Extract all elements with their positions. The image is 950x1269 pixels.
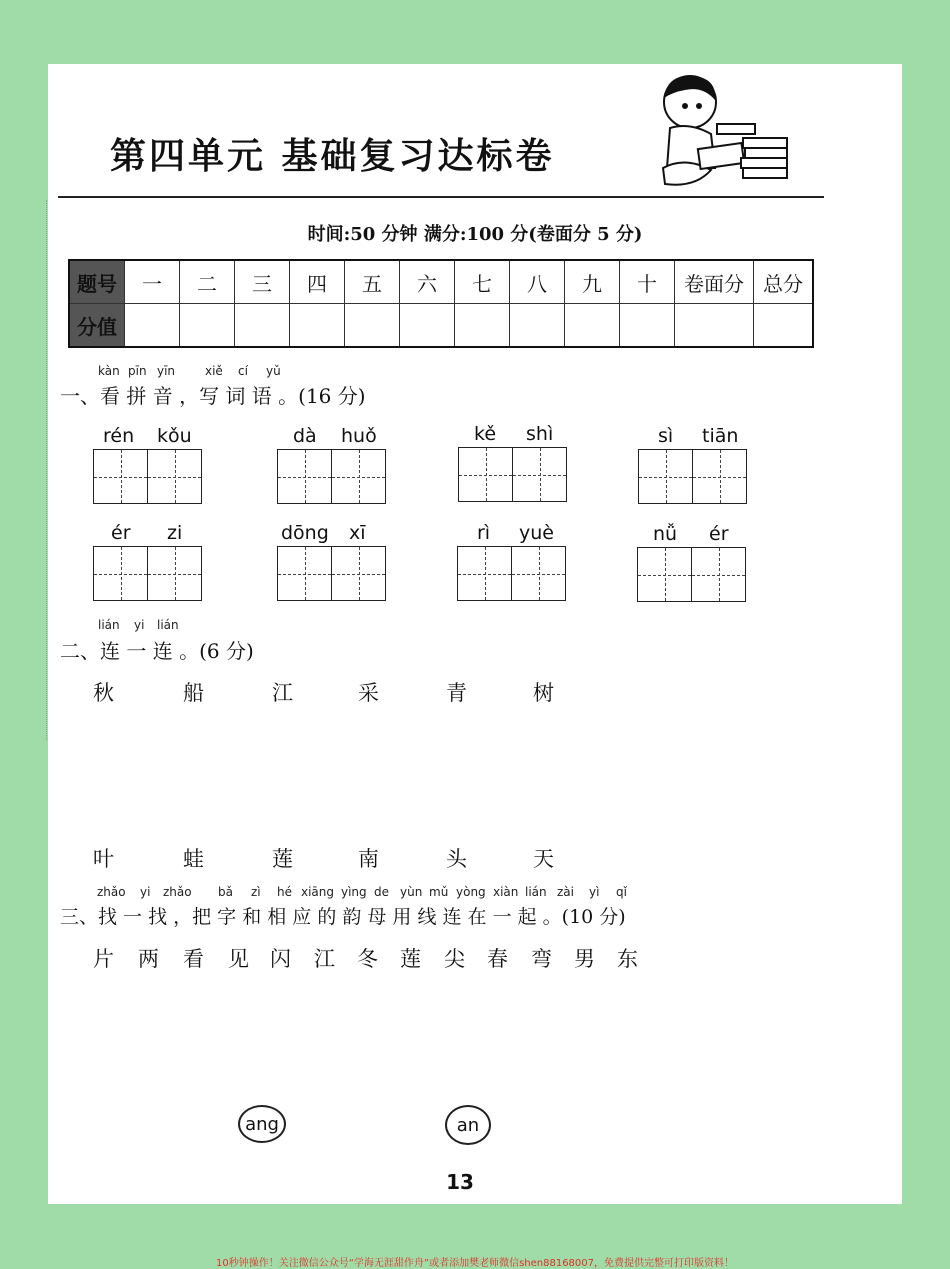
word-box-group — [93, 522, 202, 601]
pinyin: zì — [251, 885, 261, 899]
pinyin: kàn — [98, 364, 120, 378]
pinyin: dà — [293, 425, 317, 447]
score-cell[interactable] — [400, 304, 455, 348]
find-char[interactable]: 片 — [93, 947, 114, 971]
pinyin: tiān — [702, 425, 739, 447]
match-char[interactable]: 青 — [446, 681, 467, 705]
pinyin: mǔ — [429, 885, 449, 899]
score-cell[interactable] — [565, 304, 620, 348]
score-col: 四 — [290, 260, 345, 304]
word-box-group — [457, 522, 566, 601]
pinyin: yi — [140, 885, 151, 899]
pinyin: lián — [98, 618, 120, 632]
section2-title: 二、连 一 连 。(6 分) — [60, 639, 254, 663]
pinyin: qǐ — [616, 885, 627, 899]
score-cell[interactable] — [345, 304, 400, 348]
reading-child-illustration — [655, 72, 790, 194]
pinyin: ér — [111, 522, 131, 544]
pinyin: ér — [709, 523, 729, 545]
match-char[interactable]: 莲 — [272, 847, 293, 871]
score-table-row-label: 题号 — [69, 260, 125, 304]
final-an-bubble[interactable]: an — [445, 1105, 491, 1145]
find-char[interactable]: 闪 — [270, 947, 291, 971]
score-col: 三 — [235, 260, 290, 304]
score-table-header-row — [69, 260, 813, 304]
pinyin: cí — [238, 364, 248, 378]
score-col: 总分 — [754, 260, 814, 304]
section1-title: 一、看 拼 音 ，写 词 语 。(16 分) — [60, 384, 366, 408]
pinyin: yùn — [400, 885, 423, 899]
find-char[interactable]: 见 — [228, 947, 249, 971]
score-table-value-row — [69, 304, 813, 348]
score-cell[interactable] — [675, 304, 754, 348]
match-char[interactable]: 蛙 — [183, 847, 204, 871]
find-char[interactable]: 尖 — [444, 947, 465, 971]
pinyin: rén — [103, 425, 135, 447]
find-char[interactable]: 东 — [617, 947, 638, 971]
match-char[interactable]: 叶 — [93, 847, 114, 871]
pinyin: zhǎo — [163, 885, 192, 899]
score-cell[interactable] — [510, 304, 565, 348]
writing-grid[interactable] — [637, 547, 746, 602]
pinyin: shì — [526, 423, 554, 445]
score-table — [68, 259, 814, 348]
score-col: 六 — [400, 260, 455, 304]
find-char[interactable]: 江 — [314, 947, 335, 971]
score-cell[interactable] — [620, 304, 675, 348]
page-number: 13 — [446, 1170, 474, 1194]
word-box-group — [93, 425, 202, 504]
pinyin: bǎ — [218, 885, 233, 899]
score-cell[interactable] — [180, 304, 235, 348]
pinyin: xiàn — [493, 885, 519, 899]
pinyin: pīn — [128, 364, 147, 378]
score-col: 七 — [455, 260, 510, 304]
score-col: 一 — [125, 260, 180, 304]
pinyin: zi — [167, 522, 183, 544]
title-underline — [58, 196, 824, 198]
pinyin: kǒu — [157, 425, 192, 447]
score-table-row-label: 分值 — [69, 304, 125, 348]
match-char[interactable]: 天 — [533, 847, 554, 871]
find-char[interactable]: 两 — [138, 947, 159, 971]
word-box-group — [637, 523, 746, 602]
section3-title: 三、找 一 找 ，把 字 和 相 应 的 韵 母 用 线 连 在 一 起 。(10 分) — [60, 906, 626, 928]
pinyin: dōng — [281, 522, 329, 544]
score-col: 卷面分 — [675, 260, 754, 304]
score-col: 八 — [510, 260, 565, 304]
pinyin: xiě — [205, 364, 223, 378]
binding-margin — [46, 200, 47, 740]
pinyin: zài — [557, 885, 574, 899]
pinyin: hé — [277, 885, 292, 899]
pinyin: lián — [525, 885, 547, 899]
pinyin: xiāng — [301, 885, 335, 899]
pinyin: yīn — [157, 364, 176, 378]
match-char[interactable]: 头 — [446, 847, 467, 871]
page-title: 第四单元 基础复习达标卷 — [110, 136, 555, 177]
word-box-group — [638, 425, 747, 504]
match-char[interactable]: 船 — [183, 681, 204, 705]
find-char[interactable]: 男 — [574, 947, 595, 971]
pinyin: yòng — [456, 885, 486, 899]
score-cell[interactable] — [125, 304, 180, 348]
find-char[interactable]: 莲 — [400, 947, 421, 971]
match-char[interactable]: 采 — [358, 681, 379, 705]
writing-grid[interactable] — [457, 546, 566, 601]
score-col: 九 — [565, 260, 620, 304]
match-char[interactable]: 南 — [358, 847, 379, 871]
exam-info: 时间:50 分钟 满分:100 分(卷面分 5 分) — [307, 224, 643, 245]
find-char[interactable]: 看 — [183, 947, 204, 971]
writing-grid[interactable] — [277, 449, 386, 504]
word-box-group — [458, 423, 567, 502]
pinyin: zhǎo — [97, 885, 126, 899]
match-char[interactable]: 树 — [533, 681, 554, 705]
pinyin: yuè — [519, 522, 554, 544]
score-col: 五 — [345, 260, 400, 304]
pinyin: de — [374, 885, 389, 899]
footer-note: 10秒钟操作！关注微信公众号“学海无涯甜作舟”或者添加樊老师微信shen88168007，免费提供完整可打印版资料！ — [215, 1258, 735, 1269]
final-ang-bubble[interactable]: ang — [238, 1105, 286, 1143]
pinyin: sì — [658, 425, 674, 447]
pinyin: yi — [134, 618, 145, 632]
pinyin: yǔ — [266, 364, 281, 378]
match-char[interactable]: 江 — [272, 681, 293, 705]
writing-grid[interactable] — [458, 447, 567, 502]
writing-grid[interactable] — [93, 546, 202, 601]
writing-grid[interactable] — [93, 449, 202, 504]
find-char[interactable]: 冬 — [357, 947, 378, 971]
pinyin: nǚ — [653, 523, 678, 545]
score-cell[interactable] — [235, 304, 290, 348]
pinyin: lián — [157, 618, 179, 632]
find-char[interactable]: 弯 — [531, 947, 552, 971]
score-cell[interactable] — [290, 304, 345, 348]
match-char[interactable]: 秋 — [93, 681, 114, 705]
pinyin: yì — [589, 885, 600, 899]
word-box-group — [277, 425, 386, 504]
pinyin: rì — [477, 522, 491, 544]
pinyin: huǒ — [341, 425, 377, 447]
pinyin: yìng — [341, 885, 367, 899]
score-col: 十 — [620, 260, 675, 304]
writing-grid[interactable] — [638, 449, 747, 504]
find-char[interactable]: 春 — [487, 947, 508, 971]
pinyin: xī — [349, 522, 366, 544]
score-col: 二 — [180, 260, 235, 304]
pinyin: kě — [474, 423, 497, 445]
writing-grid[interactable] — [277, 546, 386, 601]
word-box-group — [277, 522, 386, 601]
score-cell[interactable] — [455, 304, 510, 348]
score-cell[interactable] — [754, 304, 814, 348]
